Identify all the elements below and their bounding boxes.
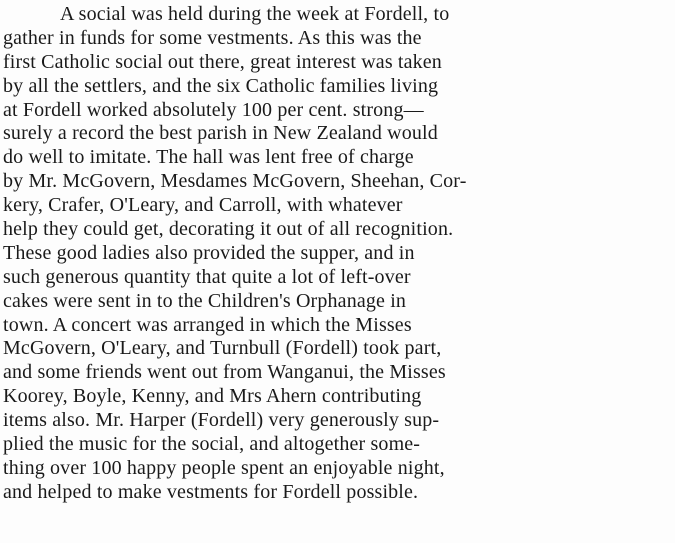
article-line: first Catholic social out there, great interest was taken bbox=[3, 50, 442, 73]
article-body bbox=[0, 3, 675, 505]
article-line: town. A concert was arranged in which the Misses bbox=[3, 313, 412, 336]
article-line: Koorey, Boyle, Kenny, and Mrs Ahern contributing bbox=[3, 385, 422, 408]
article-line: plied the music for the social, and altogether some- bbox=[3, 433, 421, 456]
article-line: kery, Crafer, O'Leary, and Carroll, with whatever bbox=[3, 194, 403, 217]
article-line: and some friends went out from Wanganui, the Misses bbox=[3, 361, 446, 384]
article-line: by all the settlers, and the six Catholic families living bbox=[3, 74, 439, 97]
article-line: and helped to make vestments for Fordell possible. bbox=[3, 480, 419, 503]
article-line: do well to imitate. The hall was lent free of charge bbox=[3, 146, 414, 169]
article-line: cakes were sent in to the Children's Orphanage in bbox=[3, 289, 407, 312]
article-line: thing over 100 happy people spent an enjoyable night, bbox=[3, 456, 445, 479]
article-line: These good ladies also provided the supper, and in bbox=[3, 241, 415, 264]
article-line: items also. Mr. Harper (Fordell) very generously sup- bbox=[3, 409, 440, 432]
article-line: such generous quantity that quite a lot of left-over bbox=[3, 265, 411, 288]
article-line: A social was held during the week at Fordell, to bbox=[60, 3, 450, 25]
article-line: gather in funds for some vestments. As this was the bbox=[3, 26, 422, 49]
article-line: by Mr. McGovern, Mesdames McGovern, Sheehan, Cor- bbox=[3, 170, 467, 193]
article-line: help they could get, decorating it out of all recognition. bbox=[3, 218, 454, 241]
article-line: surely a record the best parish in New Zealand would bbox=[3, 122, 438, 145]
article-line: at Fordell worked absolutely 100 per cent. strong— bbox=[3, 98, 424, 121]
article-line: McGovern, O'Leary, and Turnbull (Fordell) took part, bbox=[3, 337, 442, 360]
